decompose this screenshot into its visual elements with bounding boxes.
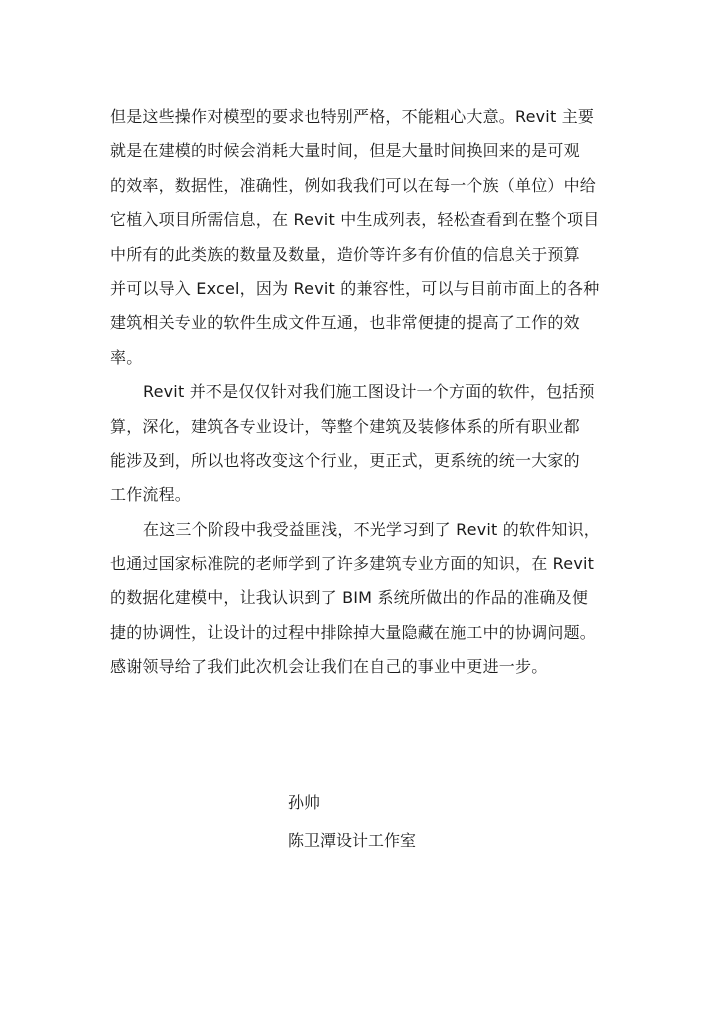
- signature-block: [288, 784, 416, 860]
- text-line: 也通过国家标准院的老师学到了许多建筑专业方面的知识，在 Revit: [110, 554, 595, 574]
- signature-name: 孙帅: [288, 793, 321, 812]
- text-line: 工作流程。: [110, 485, 192, 505]
- text-line: 感谢领导给了我们此次机会让我们在自己的事业中更进一步。: [110, 657, 548, 677]
- text-line: 能涉及到，所以也将改变这个行业，更正式，更系统的统一大家的: [110, 450, 580, 470]
- text-line: 率。: [110, 347, 143, 367]
- signature-organization: 陈卫潭设计工作室: [288, 831, 417, 850]
- text-line: 但是这些操作对模型的要求也特别严格，不能粗心大意。Revit 主要: [110, 107, 595, 126]
- paragraph-first-line: 在这三个阶段中我受益匪浅，不光学习到了 Revit 的软件知识，: [143, 519, 601, 539]
- text-line: 它植入项目所需信息，在 Revit 中生成列表，轻松查看到在整个项目: [110, 210, 600, 230]
- text-line: 中所有的此类族的数量及数量，造价等许多有价值的信息关于预算: [110, 244, 580, 264]
- text-line: 算，深化，建筑各专业设计，等整个建筑及装修体系的所有职业都: [110, 416, 580, 436]
- text-line: 建筑相关专业的软件生成文件互通，也非常便捷的提高了工作的效: [110, 313, 580, 333]
- paragraph-first-line: Revit 并不是仅仅针对我们施工图设计一个方面的软件，包括预: [143, 382, 595, 402]
- text-line: 就是在建模的时候会消耗大量时间，但是大量时间换回来的是可观: [110, 141, 580, 161]
- body-text: [110, 100, 615, 685]
- text-line: 的效率，数据性，准确性，例如我我们可以在每一个族（单位）中给: [110, 175, 597, 195]
- text-line: 并可以导入 Excel，因为 Revit 的兼容性，可以与目前市面上的各种: [110, 278, 600, 298]
- text-line: 捷的协调性，让设计的过程中排除掉大量隐藏在施工中的协调问题。: [110, 622, 597, 642]
- text-line: 的数据化建模中，让我认识到了 BIM 系统所做出的作品的准确及便: [110, 588, 589, 608]
